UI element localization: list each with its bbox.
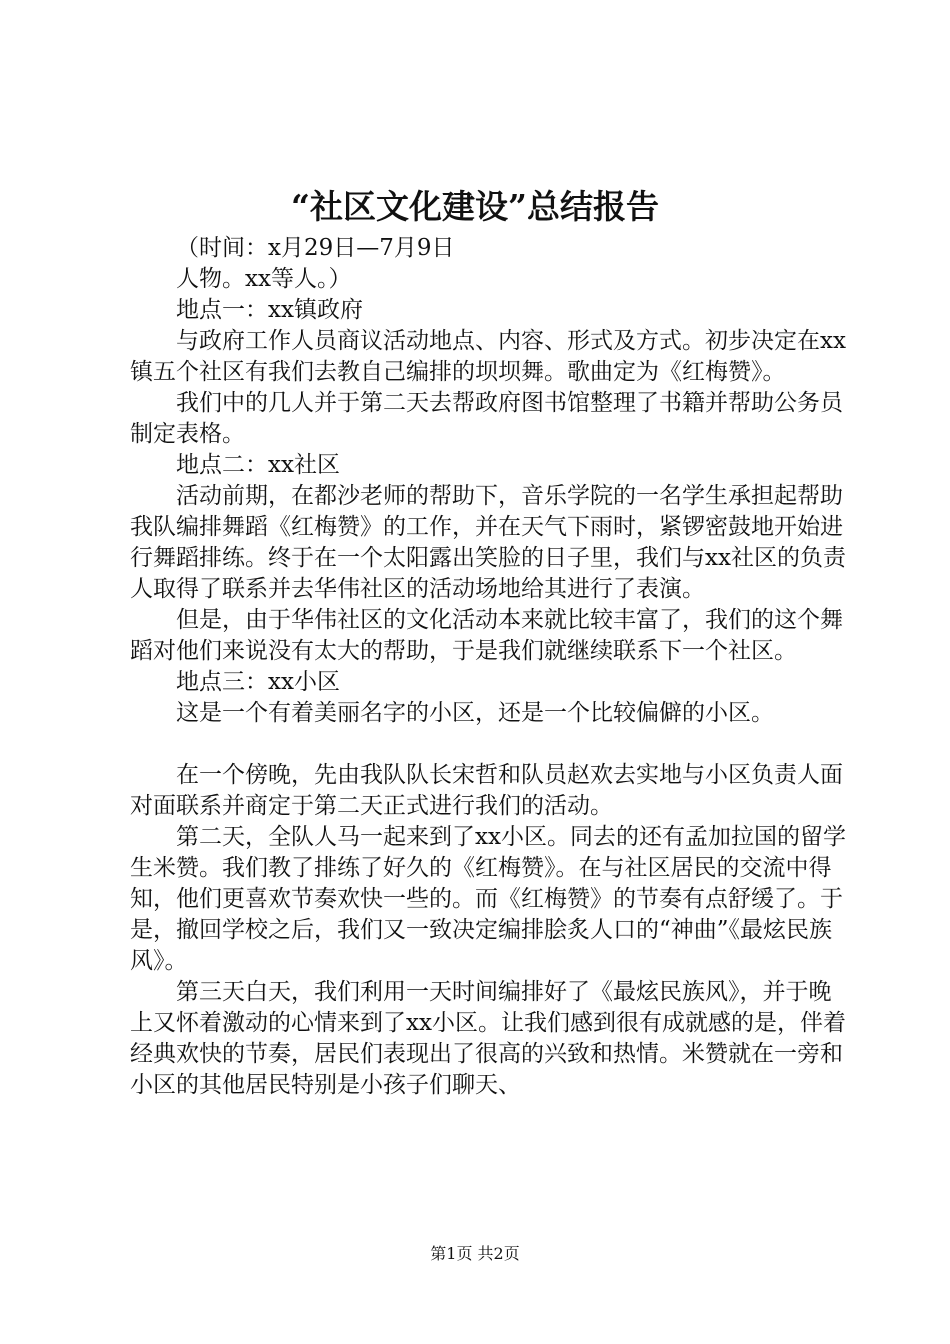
blank-line [130, 729, 850, 760]
paragraph-location-3: 地点三：xx小区 [176, 669, 340, 695]
paragraph-location-1: 地点一：xx镇政府 [176, 297, 363, 323]
paragraph-time: （时间：x月29日—7月9日 [176, 235, 455, 261]
paragraph-location-2: 地点二：xx社区 [176, 452, 340, 478]
paragraph: 第三天白天，我们利用一天时间编排好了《最炫民族风》，并于晚上又怀着激动的心情来到了xx小区。让我们感到很有成就感的是，伴着经典欢快的节奏，居民们表现出了很高的兴致和热情。米赞就在一旁和小区的其他居民特别是小孩子们聊天、 [130, 979, 846, 1098]
document-body [130, 233, 850, 1101]
paragraph: 第二天，全队人马一起来到了xx小区。同去的还有孟加拉国的留学生米赞。我们教了排练了好久的《红梅赞》。在与社区居民的交流中得知，他们更喜欢节奏欢快一些的。而《红梅赞》的节奏有点舒缓了。于是，撤回学校之后，我们又一致决定编排脍炙人口的“神曲”《最炫民族风》。 [130, 824, 846, 974]
paragraph: 在一个傍晚，先由我队队长宋哲和队员赵欢去实地与小区负责人面对面联系并商定于第二天正式进行我们的活动。 [130, 762, 843, 819]
paragraph: 但是，由于华伟社区的文化活动本来就比较丰富了，我们的这个舞蹈对他们来说没有太大的帮助，于是我们就继续联系下一个社区。 [130, 607, 843, 664]
paragraph: 我们中的几人并于第二天去帮政府图书馆整理了书籍并帮助公务员制定表格。 [130, 390, 843, 447]
paragraph: 与政府工作人员商议活动地点、内容、形式及方式。初步决定在xx镇五个社区有我们去教自己编排的坝坝舞。歌曲定为《红梅赞》。 [130, 328, 846, 385]
paragraph-people: 人物。xx等人。） [176, 266, 352, 292]
document-title: “社区文化建设”总结报告 [291, 187, 659, 226]
page-footer: 第1页 共2页 [430, 1244, 520, 1263]
paragraph: 活动前期，在都沙老师的帮助下，音乐学院的一名学生承担起帮助我队编排舞蹈《红梅赞》的工作，并在天气下雨时，紧锣密鼓地开始进行舞蹈排练。终于在一个太阳露出笑脸的日子里，我们与xx社区的负责人取得了联系并去华伟社区的活动场地给其进行了表演。 [130, 483, 846, 602]
paragraph: 这是一个有着美丽名字的小区，还是一个比较偏僻的小区。 [176, 700, 774, 726]
